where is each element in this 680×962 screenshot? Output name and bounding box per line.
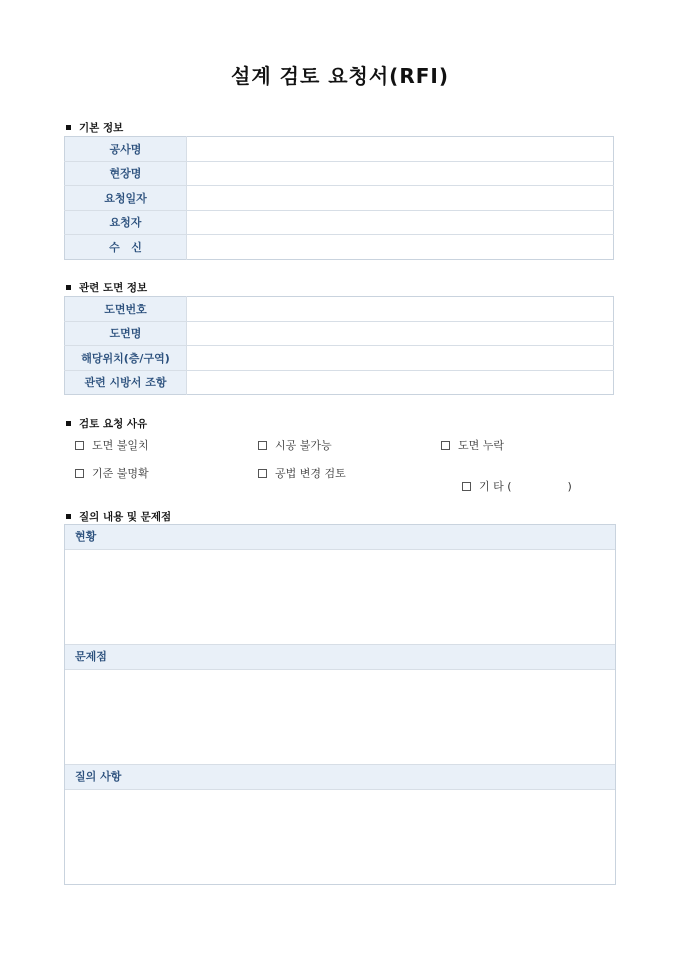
table-row: [65, 235, 614, 260]
checkbox-method-change[interactable]: [258, 465, 346, 481]
row-label-drawing-name: 도면명: [65, 321, 187, 346]
checkbox-other[interactable]: [441, 465, 572, 507]
checkbox-icon[interactable]: [258, 441, 267, 450]
table-row: [65, 321, 614, 346]
table-row: [65, 370, 614, 395]
section-heading-drawing: [66, 280, 147, 295]
drawing-number-field[interactable]: [187, 297, 614, 322]
row-label-recipient: 수 신: [65, 235, 187, 260]
row-label-requester: 요청자: [65, 210, 187, 235]
reason-checklist: [75, 437, 615, 493]
checkbox-label: 도면 불일치: [92, 439, 149, 452]
request-date-field[interactable]: [187, 186, 614, 211]
checkbox-label: 시공 불가능: [275, 439, 332, 452]
section-heading-reason-label: 검토 요청 사유: [79, 418, 148, 430]
basic-info-table: [64, 136, 614, 260]
document-title: 설계 검토 요청서(RFI): [231, 64, 449, 88]
requester-field[interactable]: [187, 210, 614, 235]
table-row: [65, 186, 614, 211]
project-name-field[interactable]: [187, 137, 614, 162]
location-field[interactable]: [187, 346, 614, 371]
checklist-row: [75, 437, 615, 457]
checkbox-label: 도면 누락: [458, 439, 505, 452]
inquiry-block-status: [65, 525, 615, 644]
row-label-project-name: 공사명: [65, 137, 187, 162]
table-row: [65, 297, 614, 322]
inquiry-box: [64, 524, 616, 885]
section-heading-reason: [66, 416, 147, 431]
problem-textarea[interactable]: [65, 670, 615, 764]
checklist-row: [75, 465, 615, 493]
inquiry-block-problem: [65, 644, 615, 764]
section-heading-drawing-label: 관련 도면 정보: [79, 282, 148, 294]
checkbox-drawing-mismatch[interactable]: [75, 437, 149, 453]
section-heading-inquiry-label: 질의 내용 및 문제점: [79, 511, 172, 523]
checkbox-icon[interactable]: [75, 441, 84, 450]
site-name-field[interactable]: [187, 161, 614, 186]
checkbox-unclear-standard[interactable]: [75, 465, 149, 481]
table-row: [65, 161, 614, 186]
square-bullet-icon: [66, 125, 71, 130]
spec-clause-field[interactable]: [187, 370, 614, 395]
table-row: [65, 137, 614, 162]
inquiry-header-problem: 문제점: [65, 644, 615, 670]
checkbox-icon[interactable]: [441, 441, 450, 450]
checkbox-label: 기준 불명확: [92, 467, 149, 480]
table-row: [65, 210, 614, 235]
square-bullet-icon: [66, 514, 71, 519]
question-textarea[interactable]: [65, 790, 615, 884]
checkbox-icon[interactable]: [75, 469, 84, 478]
checkbox-drawing-missing[interactable]: [441, 437, 504, 453]
inquiry-block-question: [65, 764, 615, 884]
checkbox-label: 기 타 ( ): [478, 480, 572, 493]
row-label-request-date: 요청일자: [65, 186, 187, 211]
drawing-info-table: [64, 296, 614, 395]
checkbox-label: 공법 변경 검토: [275, 467, 346, 480]
section-heading-basic-label: 기본 정보: [79, 122, 124, 134]
checkbox-icon[interactable]: [258, 469, 267, 478]
section-heading-inquiry: [66, 509, 171, 524]
inquiry-header-status: 현황: [65, 525, 615, 550]
inquiry-header-question: 질의 사항: [65, 764, 615, 790]
section-heading-basic: [66, 120, 123, 135]
square-bullet-icon: [66, 421, 71, 426]
checkbox-icon[interactable]: [462, 482, 471, 491]
status-textarea[interactable]: [65, 550, 615, 644]
row-label-location: 해당위치(층/구역): [65, 346, 187, 371]
row-label-drawing-number: 도면번호: [65, 297, 187, 322]
row-label-site-name: 현장명: [65, 161, 187, 186]
drawing-name-field[interactable]: [187, 321, 614, 346]
square-bullet-icon: [66, 285, 71, 290]
row-label-spec-clause: 관련 시방서 조항: [65, 370, 187, 395]
checkbox-not-constructible[interactable]: [258, 437, 332, 453]
recipient-field[interactable]: [187, 235, 614, 260]
table-row: [65, 346, 614, 371]
